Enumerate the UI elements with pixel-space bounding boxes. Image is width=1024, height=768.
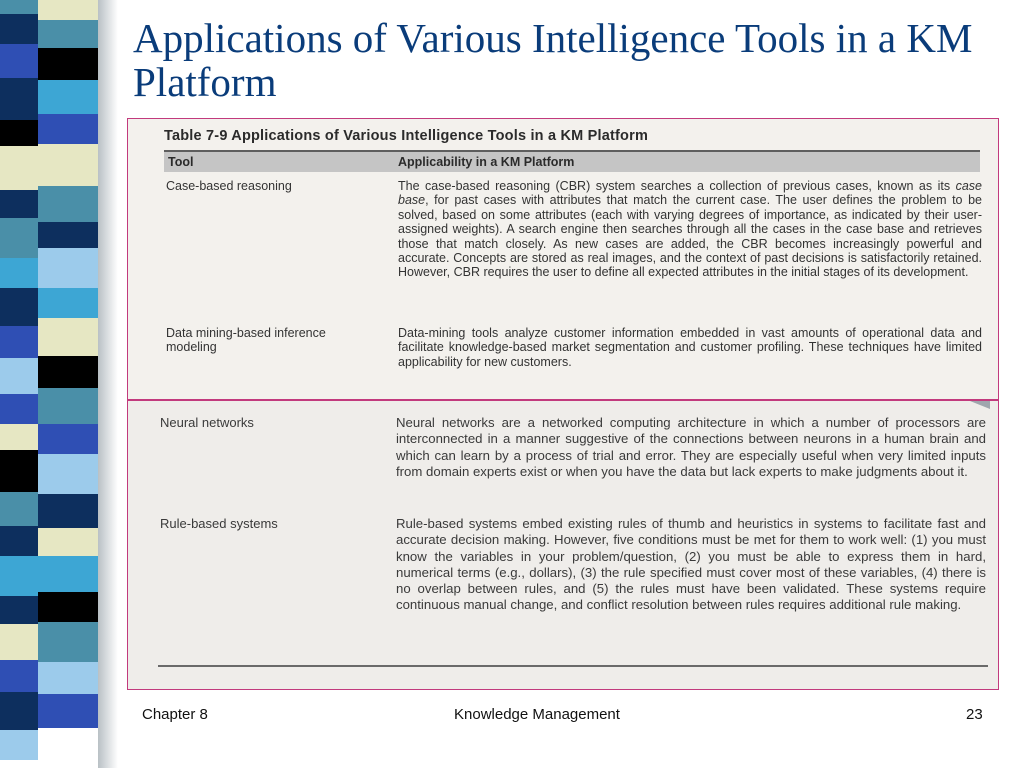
header-applicability: Applicability in a KM Platform [398,155,575,169]
decorative-stripe [0,0,118,768]
table-header-row [164,152,980,172]
slide-title: Applications of Various Intelligence Tools in a KM Platform [133,15,973,105]
row-desc-neural-networks: Neural networks are a networked computing architecture in which a number of processors are interconnected in a manner suggestive of the connections between neurons in a human brain and which can learn by a process of trial and error. They are especially useful when very limited inputs from domain experts exist or when you have the data but lack experts to make judgments about it. [396,415,986,479]
row-desc-case-based-reasoning: The case-based reasoning (CBR) system searches a collection of previous cases, known as its case base, for past cases with attributes that match the current case. The user defines the problem to be solved, based on some attributes (each with varying degrees of importance, as indicated by their user-assigned weights). A search engine then searches through all the cases in the case base and retrieves those that match closely. As new cases are added, the CBR becomes increasingly powerful and accurate. Concepts are stored as real images, and the context of past decisions is satisfactorily retained. However, CBR requires the user to define all expected attributes in the initial stages of its development. [398,179,982,280]
scanned-table-image [127,118,999,690]
row-tool-case-based-reasoning: Case-based reasoning [166,179,292,193]
table-bottom-rule [158,665,988,667]
header-tool: Tool [168,155,194,169]
footer-chapter: Chapter 8 [142,706,208,723]
table-caption: Table 7-9 Applications of Various Intelligence Tools in a KM Platform [164,128,649,144]
table-scan-top [128,119,998,401]
row-tool-neural-networks: Neural networks [160,415,254,430]
row-tool-data-mining: Data mining-based inference modeling [166,326,326,354]
row-desc-data-mining: Data-mining tools analyze customer information embedded in vast amounts of operational data and facilitate knowledge-based market segmentation and customer profiling. These techniques have limited applicability for new customers. [398,326,982,369]
footer-course-title: Knowledge Management [454,706,620,723]
stripe-column-left [0,0,38,768]
stripe-column-right [38,0,98,768]
stripe-shadow [98,0,118,768]
row-tool-rule-based-systems: Rule-based systems [160,516,278,531]
row-desc-rule-based-systems: Rule-based systems embed existing rules of thumb and heuristics in systems to facilitate fast and accurate decision making. However, five conditions must be met for them to work well: (1) you must know the variables in your problem/question, (2) you must be able to express them in hard, numerical terms (e.g., dollars), (3) the rule specified must cover most of these variables, (4) there is no overlap between rules, and (5) the rules must have been validated. These systems require continuous manual change, and conflict resolution between rules requires additional rule making. [396,516,986,613]
slide-number: 23 [966,706,983,723]
page-corner-mark [970,401,990,409]
table-scan-bottom [128,401,998,689]
